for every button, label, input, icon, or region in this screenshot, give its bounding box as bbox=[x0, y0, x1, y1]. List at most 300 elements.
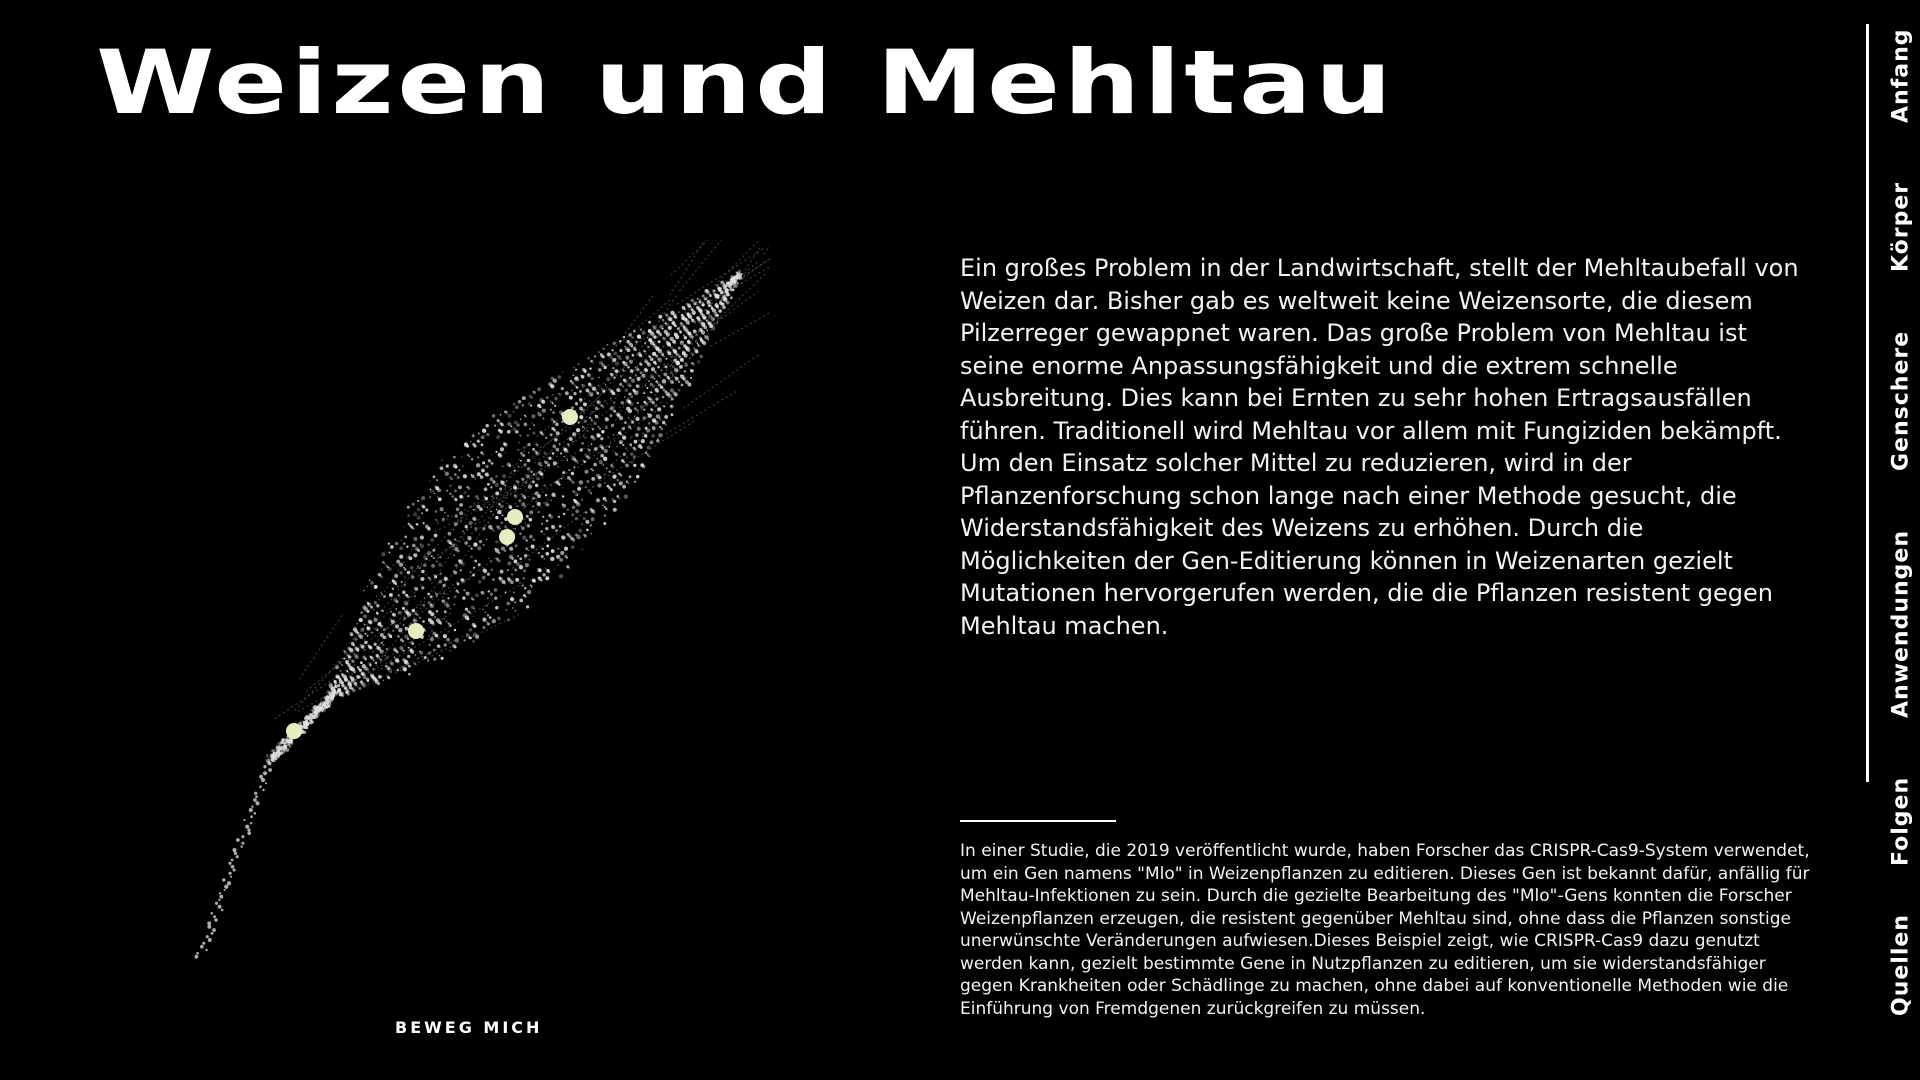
particle bbox=[438, 497, 442, 501]
particle bbox=[658, 433, 662, 437]
particle bbox=[525, 547, 528, 550]
particle bbox=[684, 336, 687, 339]
particle bbox=[546, 519, 549, 522]
particle bbox=[512, 607, 514, 609]
particle bbox=[373, 609, 374, 610]
particle bbox=[640, 363, 643, 366]
particle bbox=[644, 402, 646, 404]
stem-particle bbox=[263, 771, 267, 775]
particle bbox=[591, 477, 595, 481]
particle bbox=[453, 529, 455, 531]
particle bbox=[377, 647, 381, 651]
particle bbox=[462, 531, 464, 533]
nav-item-folgen[interactable]: Folgen bbox=[1888, 776, 1914, 866]
particle bbox=[490, 477, 494, 481]
particle bbox=[537, 568, 541, 572]
particle bbox=[610, 397, 612, 399]
particle bbox=[715, 312, 717, 314]
particle bbox=[417, 500, 419, 502]
particle bbox=[398, 594, 400, 596]
particle bbox=[517, 449, 519, 451]
stem-particle bbox=[247, 831, 251, 835]
nav-item-quellen[interactable]: Quellen bbox=[1888, 914, 1914, 1016]
stem-particle bbox=[251, 806, 253, 808]
particle bbox=[364, 624, 366, 626]
particle bbox=[389, 552, 391, 554]
particle bbox=[605, 384, 606, 385]
particle bbox=[506, 601, 510, 605]
particle bbox=[581, 523, 583, 525]
particle bbox=[575, 492, 579, 496]
particle bbox=[573, 458, 576, 461]
particle bbox=[582, 368, 585, 371]
particle bbox=[664, 415, 668, 419]
particle bbox=[506, 609, 508, 611]
particle bbox=[600, 353, 602, 355]
particle bbox=[542, 408, 546, 412]
particle bbox=[452, 495, 454, 497]
particle bbox=[413, 512, 417, 516]
particle bbox=[622, 444, 624, 446]
particle bbox=[684, 354, 688, 358]
particle bbox=[602, 504, 604, 506]
particle bbox=[678, 311, 680, 313]
particle bbox=[572, 441, 574, 443]
particle bbox=[472, 434, 475, 437]
particle bbox=[682, 306, 685, 309]
particle bbox=[491, 528, 493, 530]
particle bbox=[482, 626, 485, 629]
particle bbox=[465, 608, 468, 611]
particle bbox=[592, 428, 595, 431]
particle bbox=[470, 555, 473, 558]
particle bbox=[625, 389, 629, 393]
particle bbox=[625, 447, 627, 449]
particle bbox=[598, 384, 600, 386]
particle bbox=[422, 505, 425, 508]
particle bbox=[629, 385, 632, 388]
particle bbox=[522, 396, 526, 400]
particle bbox=[475, 593, 479, 597]
particle bbox=[545, 527, 548, 530]
particle bbox=[364, 633, 366, 635]
particle bbox=[717, 307, 719, 309]
particle bbox=[440, 507, 444, 511]
particle bbox=[453, 595, 456, 598]
particle bbox=[468, 521, 472, 525]
particle bbox=[591, 443, 593, 445]
particle bbox=[343, 685, 345, 687]
particle bbox=[381, 576, 383, 578]
particle bbox=[624, 494, 628, 498]
particle bbox=[496, 558, 500, 562]
particle bbox=[641, 355, 643, 357]
particle bbox=[605, 507, 608, 510]
particle bbox=[459, 520, 462, 523]
particle bbox=[357, 686, 358, 687]
particle bbox=[597, 499, 600, 502]
particle bbox=[624, 396, 625, 397]
particle bbox=[587, 489, 591, 493]
particle bbox=[449, 477, 451, 479]
particle bbox=[633, 447, 635, 449]
particle bbox=[602, 355, 605, 358]
wheat-illustration[interactable] bbox=[150, 240, 770, 980]
stem-particle bbox=[219, 895, 223, 899]
particle bbox=[555, 529, 558, 532]
nav-item-anwendungen[interactable]: Anwendungen bbox=[1888, 530, 1914, 718]
particle bbox=[481, 435, 485, 439]
particle bbox=[495, 516, 498, 519]
particle bbox=[321, 701, 323, 703]
particle bbox=[573, 392, 576, 395]
stem-particle bbox=[243, 819, 245, 821]
particle bbox=[527, 590, 531, 594]
particle bbox=[495, 549, 499, 553]
particle bbox=[276, 750, 277, 751]
particle bbox=[592, 387, 596, 391]
particle bbox=[510, 425, 512, 427]
particle bbox=[544, 558, 545, 559]
particle bbox=[349, 632, 351, 634]
particle bbox=[592, 362, 594, 364]
particle bbox=[681, 384, 683, 386]
particle bbox=[394, 657, 395, 658]
nav-item-koerper[interactable]: Körper bbox=[1888, 181, 1914, 273]
particle bbox=[346, 662, 347, 663]
particle bbox=[674, 392, 678, 396]
particle bbox=[496, 435, 500, 439]
particle bbox=[457, 476, 460, 479]
particle bbox=[704, 326, 708, 330]
particle bbox=[428, 610, 432, 614]
particle bbox=[492, 414, 496, 418]
particle bbox=[664, 330, 668, 334]
particle bbox=[612, 367, 614, 369]
particle bbox=[672, 365, 675, 368]
particle bbox=[633, 347, 637, 351]
particle bbox=[388, 677, 390, 679]
particle bbox=[339, 690, 342, 693]
particle bbox=[349, 675, 352, 678]
particle bbox=[454, 554, 456, 556]
particle bbox=[592, 470, 593, 471]
stem-particle bbox=[232, 848, 236, 852]
particle bbox=[361, 673, 363, 675]
particle bbox=[573, 367, 575, 369]
particle bbox=[552, 394, 553, 395]
particle bbox=[466, 542, 468, 544]
particle bbox=[552, 452, 555, 455]
particle bbox=[611, 498, 614, 501]
particle bbox=[597, 483, 601, 487]
particle bbox=[711, 307, 714, 310]
particle bbox=[524, 423, 528, 427]
particle bbox=[575, 509, 579, 513]
particle bbox=[555, 422, 559, 426]
particle bbox=[376, 604, 379, 607]
particle bbox=[446, 490, 448, 492]
particle bbox=[655, 388, 659, 392]
stem-particle bbox=[211, 912, 214, 915]
stem-particle bbox=[200, 945, 204, 949]
particle bbox=[341, 664, 343, 666]
particle bbox=[501, 481, 505, 485]
particle bbox=[571, 472, 573, 474]
particle bbox=[356, 675, 358, 677]
particle bbox=[661, 411, 662, 412]
particle bbox=[310, 720, 314, 724]
particle bbox=[662, 346, 664, 348]
particle bbox=[617, 389, 620, 392]
particle bbox=[542, 573, 545, 576]
particle bbox=[599, 477, 601, 479]
particle bbox=[724, 284, 727, 287]
particle bbox=[384, 655, 385, 656]
particle bbox=[414, 587, 415, 588]
particle bbox=[420, 577, 424, 581]
particle bbox=[604, 482, 606, 484]
particle bbox=[613, 410, 616, 413]
particle bbox=[691, 318, 693, 320]
particle bbox=[618, 497, 620, 499]
particle bbox=[590, 533, 592, 535]
particle bbox=[596, 458, 598, 460]
particle bbox=[613, 342, 616, 345]
awn-line bbox=[436, 490, 510, 597]
particle bbox=[435, 510, 437, 512]
particle bbox=[542, 516, 544, 518]
particle bbox=[597, 400, 601, 404]
particle bbox=[553, 420, 556, 423]
particle bbox=[470, 571, 472, 573]
particle bbox=[485, 424, 488, 427]
particle bbox=[426, 558, 428, 560]
stem-particle bbox=[261, 778, 265, 782]
particle bbox=[530, 405, 532, 407]
particle bbox=[706, 320, 708, 322]
particle bbox=[399, 547, 403, 551]
wheat-stem bbox=[194, 759, 272, 959]
particle bbox=[598, 368, 599, 369]
particle bbox=[519, 434, 520, 435]
particle bbox=[584, 437, 586, 439]
particle bbox=[334, 680, 335, 681]
particle bbox=[389, 593, 393, 597]
particle bbox=[690, 298, 694, 302]
particle bbox=[660, 402, 661, 403]
particle bbox=[635, 417, 639, 421]
particle bbox=[583, 402, 584, 403]
particle bbox=[706, 290, 709, 293]
particle bbox=[390, 636, 392, 638]
particle bbox=[567, 508, 569, 510]
particle bbox=[683, 361, 685, 363]
particle bbox=[355, 647, 358, 650]
particle bbox=[305, 721, 307, 723]
particle bbox=[671, 413, 674, 416]
particle bbox=[460, 569, 462, 571]
particle bbox=[539, 406, 542, 409]
particle bbox=[589, 400, 590, 401]
particle bbox=[514, 421, 518, 425]
particle bbox=[504, 550, 507, 553]
particle bbox=[648, 422, 651, 425]
awn-line bbox=[435, 475, 547, 532]
particle bbox=[662, 388, 665, 391]
particle bbox=[354, 682, 356, 684]
particle bbox=[544, 502, 548, 506]
particle bbox=[367, 603, 371, 607]
particle bbox=[473, 616, 474, 617]
particle bbox=[380, 649, 384, 653]
stem-particle bbox=[219, 892, 221, 894]
particle bbox=[665, 366, 667, 368]
particle bbox=[439, 622, 441, 624]
particle bbox=[653, 345, 656, 348]
particle bbox=[552, 411, 555, 414]
particle bbox=[458, 486, 462, 490]
particle bbox=[481, 591, 485, 595]
particle bbox=[360, 644, 362, 646]
particle bbox=[529, 535, 532, 538]
stem-particle bbox=[211, 932, 214, 935]
particle bbox=[689, 368, 690, 369]
particle bbox=[610, 464, 613, 467]
particle bbox=[376, 646, 378, 648]
particle bbox=[453, 456, 456, 459]
particle bbox=[445, 464, 449, 468]
particle bbox=[676, 361, 680, 365]
particle bbox=[381, 593, 382, 594]
particle bbox=[536, 501, 537, 502]
particle bbox=[656, 330, 660, 334]
particle bbox=[538, 552, 540, 554]
particle bbox=[571, 382, 574, 385]
particle bbox=[407, 514, 409, 516]
particle bbox=[558, 516, 560, 518]
stem-particle bbox=[262, 789, 264, 791]
particle bbox=[605, 425, 609, 429]
particle bbox=[486, 433, 489, 436]
particle bbox=[430, 538, 434, 542]
particle bbox=[466, 445, 469, 448]
particle bbox=[571, 513, 574, 516]
particle bbox=[520, 419, 521, 420]
stem-particle bbox=[253, 798, 257, 802]
particle bbox=[431, 564, 435, 568]
particle bbox=[514, 494, 516, 496]
particle bbox=[437, 496, 439, 498]
particle bbox=[640, 405, 644, 409]
particle bbox=[522, 536, 526, 540]
particle bbox=[666, 324, 669, 327]
particle bbox=[423, 522, 425, 524]
particle bbox=[485, 473, 489, 477]
particle bbox=[482, 461, 485, 464]
particle bbox=[497, 617, 498, 618]
particle bbox=[569, 535, 571, 537]
particle bbox=[651, 441, 653, 443]
particle bbox=[655, 354, 658, 357]
particle bbox=[381, 568, 382, 569]
particle bbox=[670, 405, 674, 409]
particle bbox=[459, 503, 463, 507]
particle bbox=[393, 564, 395, 566]
particle bbox=[444, 610, 447, 613]
particle bbox=[386, 666, 390, 670]
particle bbox=[698, 318, 701, 321]
particle bbox=[619, 481, 623, 485]
particle bbox=[396, 560, 400, 564]
particle bbox=[479, 540, 482, 543]
particle bbox=[281, 746, 283, 748]
particle bbox=[504, 443, 508, 447]
particle bbox=[403, 624, 405, 626]
particle bbox=[514, 470, 516, 472]
particle bbox=[628, 417, 630, 419]
particle bbox=[463, 474, 467, 478]
nav-item-anfang[interactable]: Anfang bbox=[1888, 28, 1914, 124]
particle bbox=[726, 301, 728, 303]
particle bbox=[545, 568, 547, 570]
particle bbox=[637, 335, 640, 338]
nav-item-genschere[interactable]: Genschere bbox=[1888, 330, 1914, 472]
stem-particle bbox=[230, 876, 232, 878]
stem-particle bbox=[213, 915, 216, 918]
particle bbox=[473, 625, 476, 628]
particle bbox=[670, 380, 674, 384]
particle bbox=[484, 496, 487, 499]
particle bbox=[366, 626, 368, 628]
particle bbox=[612, 391, 616, 395]
particle bbox=[497, 419, 500, 422]
particle bbox=[345, 678, 347, 680]
particle bbox=[626, 480, 629, 483]
particle bbox=[410, 591, 411, 592]
study-note-paragraph: In einer Studie, die 2019 veröffentlicht wurde, haben Forscher das CRISPR-Cas9-System verwendet, um ein Gen namens "Mlo" in Weizenpflanzen zu editieren. Dieses Gen ist bekannt dafür, anfällig für Mehltau-Infektionen zu sein. Durch die gezielte Bearbeitung des "Mlo"-Gens konnten die Forscher Weizenpflanzen erzeugen, die resistent gegenüber Mehltau sind, ohne dass die Pflanzen sonstige unerwünschte Veränderungen aufwiesen.Dieses Beispiel zeigt, wie CRISPR-Cas9 dazu genutzt werden kann, gezielt bestimmte Gene in Nutzpflanzen zu editieren, um sie widerstandsfähiger gegen Krankheiten oder Schädlinge zu machen, ohne dabei auf konventionelle Methoden wie die Einführung von Fremdgenen zurückgreifen zu müssen. bbox=[960, 841, 1810, 1019]
particle bbox=[542, 417, 544, 419]
particle bbox=[447, 515, 450, 518]
particle bbox=[623, 361, 624, 362]
particle bbox=[544, 484, 546, 486]
particle bbox=[429, 578, 432, 581]
divider-line bbox=[960, 820, 1116, 822]
particle bbox=[629, 419, 630, 420]
particle bbox=[645, 385, 646, 386]
particle bbox=[739, 279, 740, 280]
particle bbox=[504, 444, 506, 446]
particle bbox=[683, 334, 685, 336]
particle bbox=[433, 475, 436, 478]
particle bbox=[411, 651, 414, 654]
particle bbox=[636, 475, 640, 479]
particle bbox=[471, 474, 475, 478]
mildew-spore bbox=[507, 509, 523, 525]
particle bbox=[531, 422, 532, 423]
particle bbox=[519, 533, 521, 535]
particle bbox=[674, 333, 678, 337]
particle bbox=[725, 300, 726, 301]
particle bbox=[571, 546, 574, 549]
particle bbox=[470, 441, 472, 443]
particle bbox=[431, 630, 433, 632]
particle bbox=[591, 411, 594, 414]
particle bbox=[626, 340, 629, 343]
particle bbox=[467, 610, 470, 613]
particle bbox=[326, 702, 328, 704]
particle bbox=[540, 579, 542, 581]
